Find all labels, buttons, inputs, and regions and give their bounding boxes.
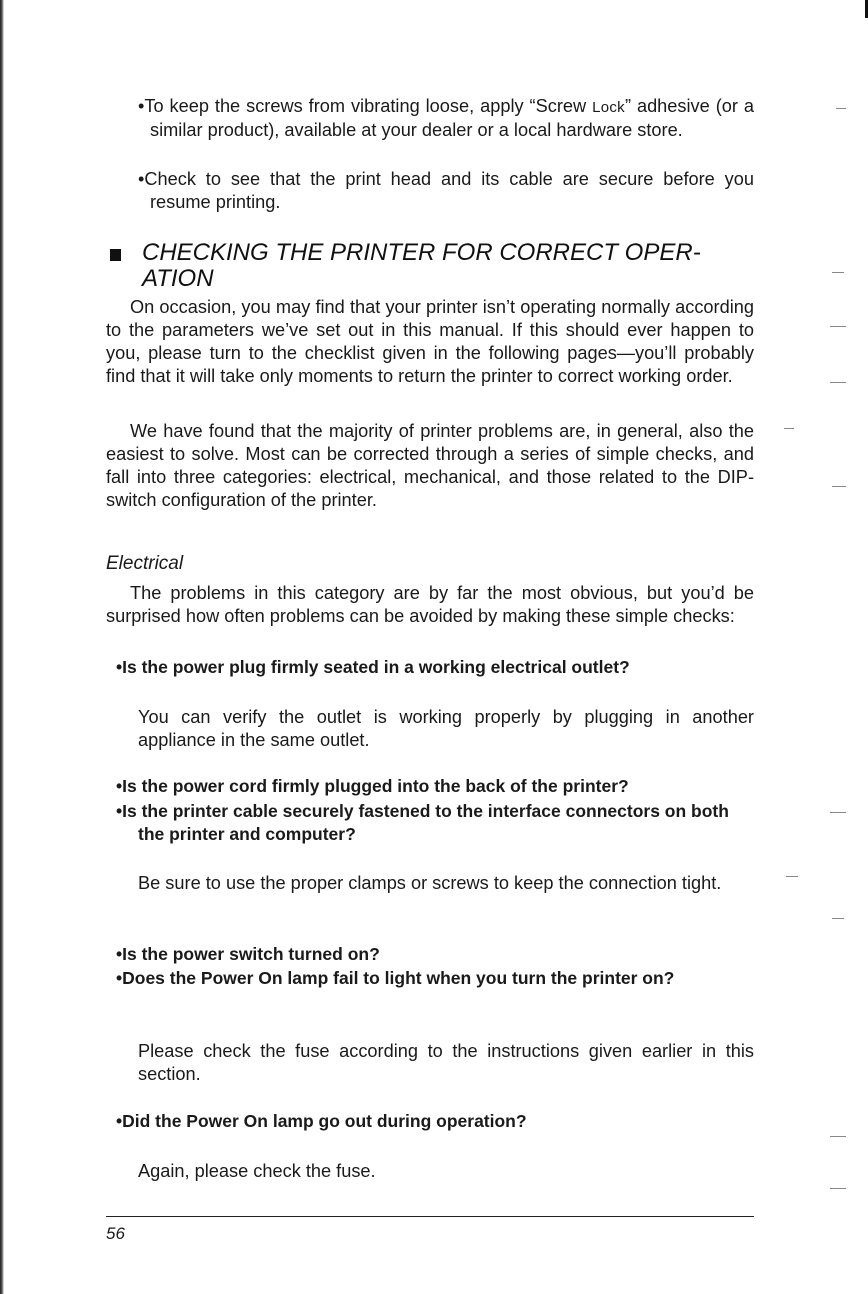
question-power-lamp-out: •Did the Power On lamp go out during operation? [116,1111,527,1131]
question-power-switch: •Is the power switch turned on? [116,944,380,964]
margin-mark [830,1188,846,1189]
electrical-intro: The problems in this category are by far the most obvious, but you’d be surprised how often problems can be avoided by making these simple checks: [106,583,754,626]
answer-power-plug: You can verify the outlet is working properly by plugging in another appliance in the same outlet. [138,707,754,750]
page-number: 56 [106,1224,125,1243]
margin-mark [786,876,798,877]
answer-printer-cable: Be sure to use the proper clamps or screws to keep the connection tight. [138,873,722,893]
answer-power-lamp-light: Please check the fuse according to the instructions given earlier in this section. [138,1041,754,1084]
footer-rule [106,1216,754,1217]
bullet-screw-lock-small-caps: Lock [592,99,625,116]
bullet-screw-lock-text-b: ” adhesive (or a similar product), available at your dealer or a local hardware store. [150,96,754,140]
bullet-screw-lock [138,95,754,142]
bullet-print-head [138,168,754,214]
question-power-plug: •Is the power plug firmly seated in a working electrical outlet? [116,657,630,677]
subheading-electrical: Electrical [106,553,184,574]
bullet-print-head-text: •Check to see that the print head and its cable are secure before you resume printing. [138,169,754,212]
margin-mark [832,918,844,919]
heading-square-icon [110,249,121,261]
intro-paragraph-1: On occasion, you may find that your printer isn’t operating normally according to the parameters we’ve set out in this manual. If this should ever happen to you, please turn to the checklist given in the following pages—you’ll probably find that it will take only moments to return the printer to correct working order. [106,297,754,386]
scan-edge [0,0,4,1294]
margin-mark [830,382,846,383]
answer-power-lamp-out: Again, please check the fuse. [138,1161,376,1181]
margin-mark [784,428,794,429]
question-power-lamp-light: •Does the Power On lamp fail to light when you turn the printer on? [116,968,675,988]
question-printer-cable: •Is the printer cable securely fastened to the interface connectors on both the printer and computer? [116,801,729,844]
margin-mark [836,108,846,109]
section-heading-text: CHECKING THE PRINTER FOR CORRECT OPER- ATION [142,239,701,292]
margin-mark [830,326,846,327]
margin-mark [832,272,844,273]
bullet-screw-lock-text-a: •To keep the screws from vibrating loose, apply “Screw [138,96,593,116]
margin-mark [832,486,846,487]
margin-mark [830,1136,846,1137]
question-power-cord: •Is the power cord firmly plugged into the back of the printer? [116,776,629,796]
intro-paragraph-2: We have found that the majority of printer problems are, in general, also the easiest to solve. Most can be corrected through a series of simple checks, and fall into three categories: electrical, mechanical, and those related to the DIP-switch configuration of the printer. [106,421,754,510]
margin-mark [830,812,846,813]
